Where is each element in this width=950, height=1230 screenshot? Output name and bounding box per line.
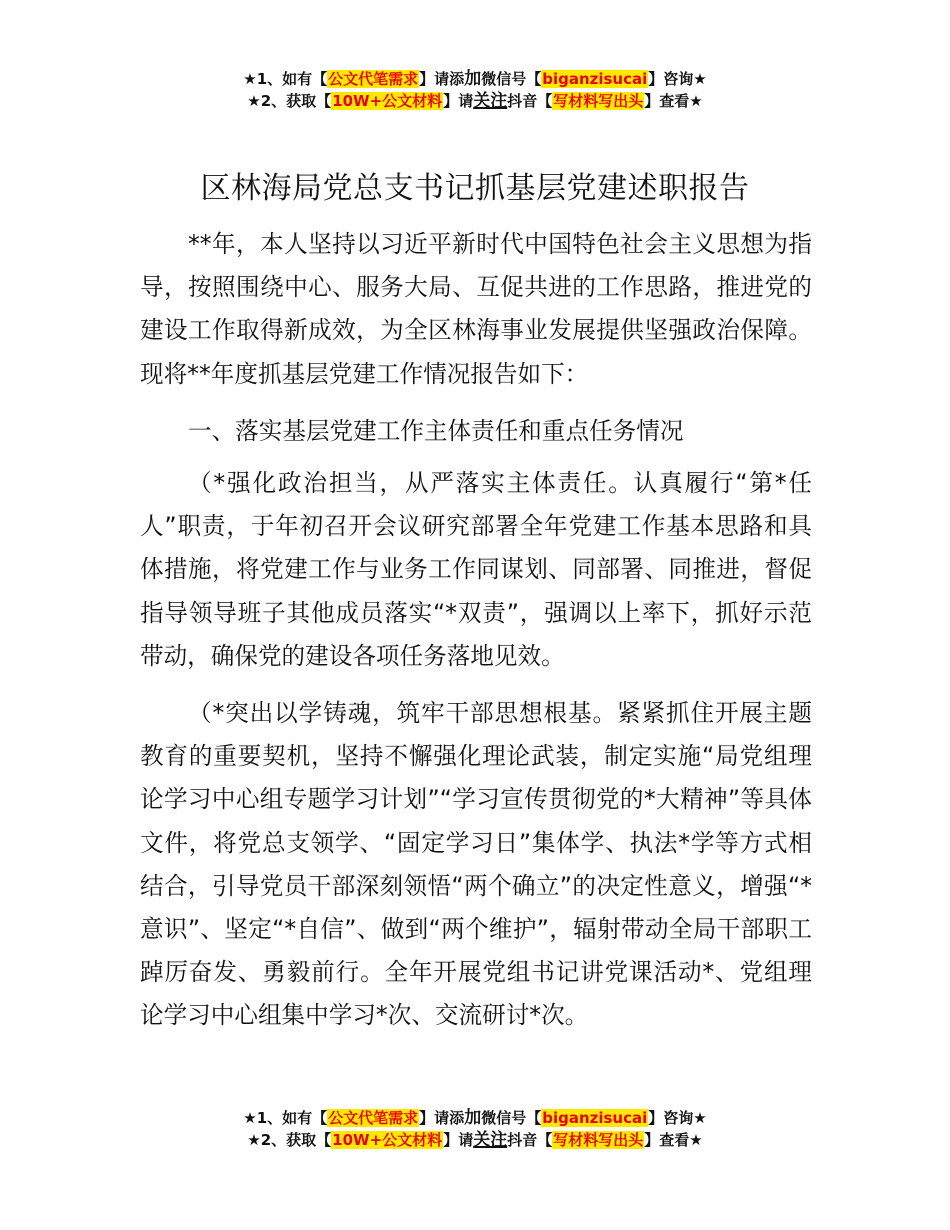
banner-text: 】咨询★ xyxy=(648,70,707,88)
document-title: 区林海局党总支书记抓基层党建述职报告 xyxy=(200,171,750,206)
banner-text: ★2、获取【 xyxy=(247,92,332,110)
highlight-ghostwriting: 公文代笔需求 xyxy=(328,70,419,88)
section-heading: 一、落实基层党建工作主体责任和重点任务情况 xyxy=(188,416,684,445)
banner-text: ★2、获取【 xyxy=(247,1131,332,1149)
footer-banner-line-1 xyxy=(0,1107,950,1129)
banner-text: 抖音【 xyxy=(507,1131,553,1149)
banner-emphasis: 加 xyxy=(464,69,482,89)
banner-emphasis: 关注 xyxy=(473,91,508,111)
intro-paragraph: **年，本人坚持以习近平新时代中国特色社会主义思想为指导，按照围绕中心、服务大局、互促共进的工作思路，推进党的建设工作取得新成效，为全区林海事业发展提供坚强政治保障。现将**年度抓基层党建工作情况报告如下： xyxy=(140,230,812,388)
header-banner xyxy=(0,68,950,112)
header-banner-line-2 xyxy=(0,90,950,112)
banner-text: 微信号【 xyxy=(481,70,542,88)
banner-text: 抖音【 xyxy=(507,92,553,110)
body-paragraph: （*强化政治担当，从严落实主体责任。认真履行“第*任人”职责，于年初召开会议研究部署全年党建工作基本思路和具体措施，将党建工作与业务工作同谋划、同部署、同推进，督促指导领导班子其他成员落实“*双责”，强调以上率下，抓好示范带动，确保党的建设各项任务落地见效。 xyxy=(140,469,812,670)
banner-text: 】请添 xyxy=(419,1109,465,1127)
highlight-douyin-account: 写材料写出头 xyxy=(553,1131,644,1149)
header-banner-line-1 xyxy=(0,68,950,90)
banner-text: 】咨询★ xyxy=(648,1109,707,1127)
highlight-ghostwriting: 公文代笔需求 xyxy=(328,1109,419,1127)
highlight-wechat-id: biganzisucai xyxy=(542,70,648,88)
banner-text: 微信号【 xyxy=(481,1109,542,1127)
banner-text: 】请 xyxy=(443,92,474,110)
banner-text: 】请 xyxy=(443,1131,474,1149)
footer-banner xyxy=(0,1107,950,1151)
banner-emphasis: 关注 xyxy=(473,1130,508,1150)
footer-banner-line-2 xyxy=(0,1129,950,1151)
banner-emphasis: 加 xyxy=(464,1108,482,1128)
highlight-wechat-id: biganzisucai xyxy=(542,1109,648,1127)
banner-text: ★1、如有【 xyxy=(243,70,328,88)
banner-text: 】查看★ xyxy=(644,1131,703,1149)
highlight-douyin-account: 写材料写出头 xyxy=(553,92,644,110)
document-body xyxy=(140,223,812,1052)
body-paragraph: （*突出以学铸魂，筑牢干部思想根基。紧紧抓住开展主题教育的重要契机，坚持不懈强化理论武装，制定实施“局党组理论学习中心组专题学习计划”“学习宣传贯彻党的*大精神”等具体文件，将党总支领学、“固定学习日”集体学、执法*学等方式相结合，引导党员干部深刻领悟“两个确立”的决定性意义，增强“*意识”、坚定“*自信”、做到“两个维护”，辐射带动全局干部职工踔厉奋发、勇毅前行。全年开展党组书记讲党课活动*、党组理论学习中心组集中学习*次、交流研讨*次。 xyxy=(140,699,812,1030)
highlight-materials: 10W+公文材料 xyxy=(332,1131,443,1149)
banner-text: 】请添 xyxy=(419,70,465,88)
banner-text: 】查看★ xyxy=(644,92,703,110)
highlight-materials: 10W+公文材料 xyxy=(332,92,443,110)
banner-text: ★1、如有【 xyxy=(243,1109,328,1127)
